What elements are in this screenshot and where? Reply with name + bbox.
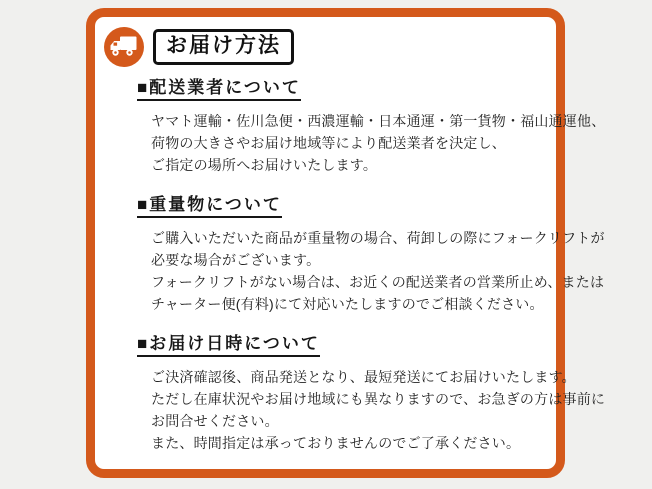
body-text-line: ただし在庫状況やお届け地域にも異なりますので、お急ぎの方は事前に [151,391,606,407]
page-title: お届け方法 [153,29,294,64]
body-text-line: フォークリフトがない場合は、お近くの配送業者の営業所止め、または [151,274,605,290]
section-heavy-items [137,190,605,315]
delivery-info-card [86,8,606,478]
body-text-line: ヤマト運輸・佐川急便・西濃運輸・日本通運・第一貨物・福山通運他、 [151,113,606,129]
body-text-line: チャーター便(有料)にて対応いたしますのでご相談ください。 [151,296,544,312]
section-delivery-datetime-body [151,366,606,454]
body-text-line: 荷物の大きさやお届け地域等により配送業者を決定し、 [151,135,506,151]
body-text-line: ご決済確認後、商品発送となり、最短発送にてお届けいたします。 [151,369,576,385]
section-carriers-heading: ■配送業者について [137,73,301,101]
section-carriers [137,73,606,176]
body-text-line: 必要な場合がございます。 [151,252,321,268]
body-text-line: ご購入いただいた商品が重量物の場合、荷卸しの際にフォークリフトが [151,230,605,246]
body-text-line: お問合せください。 [151,413,279,429]
truck-icon [103,26,145,68]
section-carriers-body [151,110,606,176]
body-text-line: また、時間指定は承っておりませんのでご了承ください。 [151,435,521,451]
section-delivery-datetime-heading: ■お届け日時について [137,329,320,357]
delivery-header [103,26,556,68]
body-text-line: ご指定の場所へお届けいたします。 [151,157,378,173]
section-heavy-items-heading: ■重量物について [137,190,282,218]
section-delivery-datetime [137,329,606,454]
section-heavy-items-body [151,227,605,315]
